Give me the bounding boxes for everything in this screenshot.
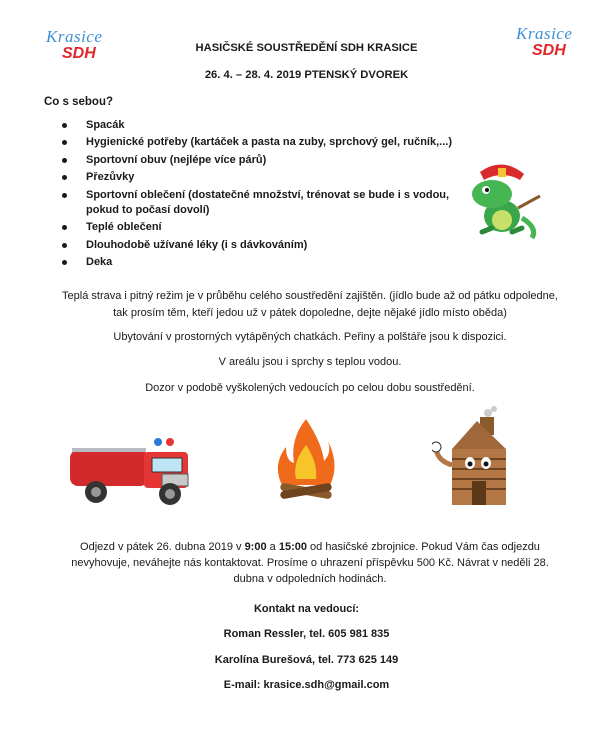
food-info: Teplá strava i pitný režim je v průběhu celého soustředění zajištěn. (jídlo bude až od pátku odpoledne, tak prosím těm, kteří jedou už v pátek dopoledne, dejte nějaké jídlo místo oběda) — [62, 290, 558, 319]
accommodation-info: Ubytování v prostorných vytápěných chatkách. Peřiny a polštáře jsou k dispozici. — [113, 331, 507, 343]
packing-list — [62, 118, 482, 273]
event-dates: 26. 4. – 28. 4. 2019 PTENSKÝ DVOREK — [204, 69, 409, 81]
departure-and: a — [266, 541, 279, 553]
list-item: Přezůvky — [62, 170, 482, 186]
list-item: Sportovní obuv (nejlépe více párů) — [62, 153, 482, 169]
contact-person-1: Roman Ressler, tel. 605 981 835 — [223, 628, 390, 640]
page-title: HASIČSKÉ SOUSTŘEDĚNÍ SDH KRASICE — [195, 42, 418, 54]
departure-time-2: 15:00 — [278, 541, 307, 553]
list-item: Dlouhodobě užívané léky (i s dávkováním) — [62, 238, 482, 254]
dragon-firefighter-image — [462, 158, 542, 240]
list-item: Teplé oblečení — [62, 220, 482, 236]
departure-info — [60, 539, 560, 587]
campfire-image — [276, 417, 336, 509]
contact-person-2: Karolína Burešová, tel. 773 625 149 — [214, 654, 399, 666]
packing-heading: Co s sebou? — [44, 96, 114, 108]
supervision-info: Dozor v podobě vyškolených vedoucích po celou dobu soustředění. — [145, 382, 475, 394]
cabin-image — [432, 405, 522, 513]
departure-time-1: 9:00 — [244, 541, 267, 553]
contact-email: E-mail: krasice.sdh@gmail.com — [223, 679, 390, 691]
logo-text-bottom: SDH — [62, 45, 96, 62]
logo-text-top: Krasice — [46, 27, 103, 46]
list-item: Sportovní oblečení (dostatečné množství, trénovat se bude i s vodou, pokud to počasí dovolí) — [62, 188, 461, 219]
logo-text-top: Krasice — [516, 24, 573, 43]
fire-truck-image — [66, 430, 196, 510]
list-item: Deka — [62, 255, 482, 271]
logo-text-bottom: SDH — [532, 42, 566, 59]
showers-info: V areálu jsou i sprchy s teplou vodou. — [218, 356, 402, 368]
list-item: Hygienické potřeby (kartáček a pasta na zuby, sprchový gel, ručník,...) — [62, 135, 482, 151]
departure-rest: od hasičské zbrojnice. Pokud Vám čas odjezdu nevyhovuje, neváhejte nás kontaktovat. Prosíme o uhrazení příspěvku 500 Kč. Návrat v neděli 28. dubna v odpoledních hodinách. — [71, 541, 549, 585]
departure-prefix: Odjezd v pátek 26. dubna 2019 v — [80, 541, 245, 553]
contact-heading: Kontakt na vedoucí: — [253, 603, 360, 615]
list-item: Spacák — [62, 118, 482, 134]
